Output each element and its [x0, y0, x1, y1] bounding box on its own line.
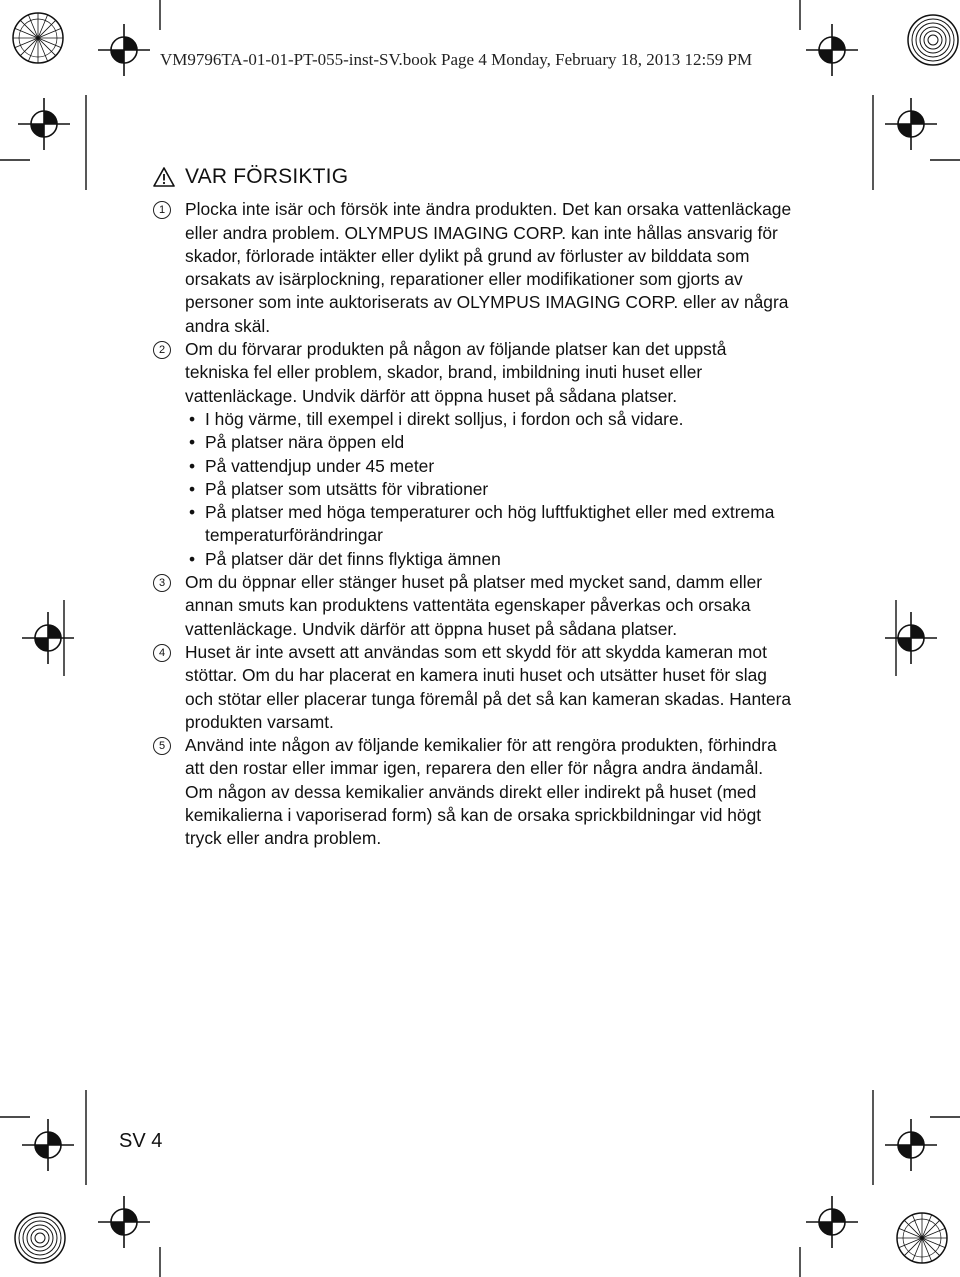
bullet-item: • På platser nära öppen eld: [185, 431, 793, 454]
registration-mark-icon: [18, 98, 70, 150]
item-number-badge: 2: [153, 341, 171, 359]
heading-text: VAR FÖRSIKTIG: [185, 165, 349, 188]
item-number-badge: 4: [153, 644, 171, 662]
registration-mark-icon: [22, 612, 74, 664]
starburst-target-icon: [13, 13, 63, 63]
registration-mark-icon: [806, 1196, 858, 1248]
item-text: Huset är inte avsett att användas som ett skydd för att skydda kameran mot stöttar. Om du har placerat en kamera inuti huset och utsätter huset för slag och stötar eller placerar tunga föremål på det så kan kameran skadas. Hantera produkten varsamt.: [185, 641, 792, 732]
bullet-item: • På platser där det finns flyktiga ämnen: [185, 548, 793, 571]
item-text: Plocka inte isär och försök inte ändra produkten. Det kan orsaka vattenläckage eller andra problem. OLYMPUS IMAGING CORP. kan inte hållas ansvarig för skador, förlorade intäkter eller dylikt på grund av förluster av bilddata som orsakats av isärplockning, reparationer eller modifikationer som gjorts av personer som inte auktoriserats av OLYMPUS IMAGING CORP. eller av några andra skäl.: [185, 199, 792, 336]
book-header-line: VM9796TA-01-01-PT-055-inst-SV.book Page 4 Monday, February 18, 2013 12:59 PM: [160, 50, 753, 69]
registration-mark-icon: [98, 1196, 150, 1248]
bullet-item: • På platser med höga temperaturer och hög luftfuktighet eller med extrema temperaturförändringar: [185, 501, 793, 548]
item-text: Om du förvarar produkten på någon av följande platser kan det uppstå tekniska fel eller problem, skador, brand, imbildning inuti huset eller vattenläckage. Undvik därför att öppna huset på sådana platser.: [185, 339, 727, 406]
registration-mark-icon: [98, 24, 150, 76]
registration-mark-icon: [806, 24, 858, 76]
bullet-item: • På platser som utsätts för vibrationer: [185, 478, 793, 501]
item-text: Om du öppnar eller stänger huset på platser med mycket sand, damm eller annan smuts kan produktens vattentäta egenskaper påverkas och orsaka vattenläckage. Undvik därför att öppna huset på sådana platser.: [185, 572, 763, 639]
registration-mark-icon: [885, 612, 937, 664]
bullet-item: • I hög värme, till exempel i direkt solljus, i fordon och så vidare.: [185, 408, 793, 431]
starburst-target-icon: [897, 1213, 947, 1263]
registration-mark-icon: [22, 1119, 74, 1171]
concentric-target-icon: [15, 1213, 65, 1263]
registration-mark-icon: [885, 98, 937, 150]
item-number-badge: 1: [153, 201, 171, 219]
item-text: Använd inte någon av följande kemikalier för att rengöra produkten, förhindra att den rostar eller immar igen, reparera den eller för några andra ändamål. Om någon av dessa kemikalier används direkt eller indirekt på huset (med kemikalierna i vaporiserad form) så kan de orsaka sprickbildningar vid högt tryck eller andra problem.: [185, 735, 777, 849]
concentric-target-icon: [908, 15, 958, 65]
item-number-badge: 5: [153, 737, 171, 755]
bullet-item: • På vattendjup under 45 meter: [185, 455, 793, 478]
item-number-badge: 3: [153, 574, 171, 592]
registration-mark-icon: [885, 1119, 937, 1171]
page-number: SV 4: [119, 1130, 163, 1152]
